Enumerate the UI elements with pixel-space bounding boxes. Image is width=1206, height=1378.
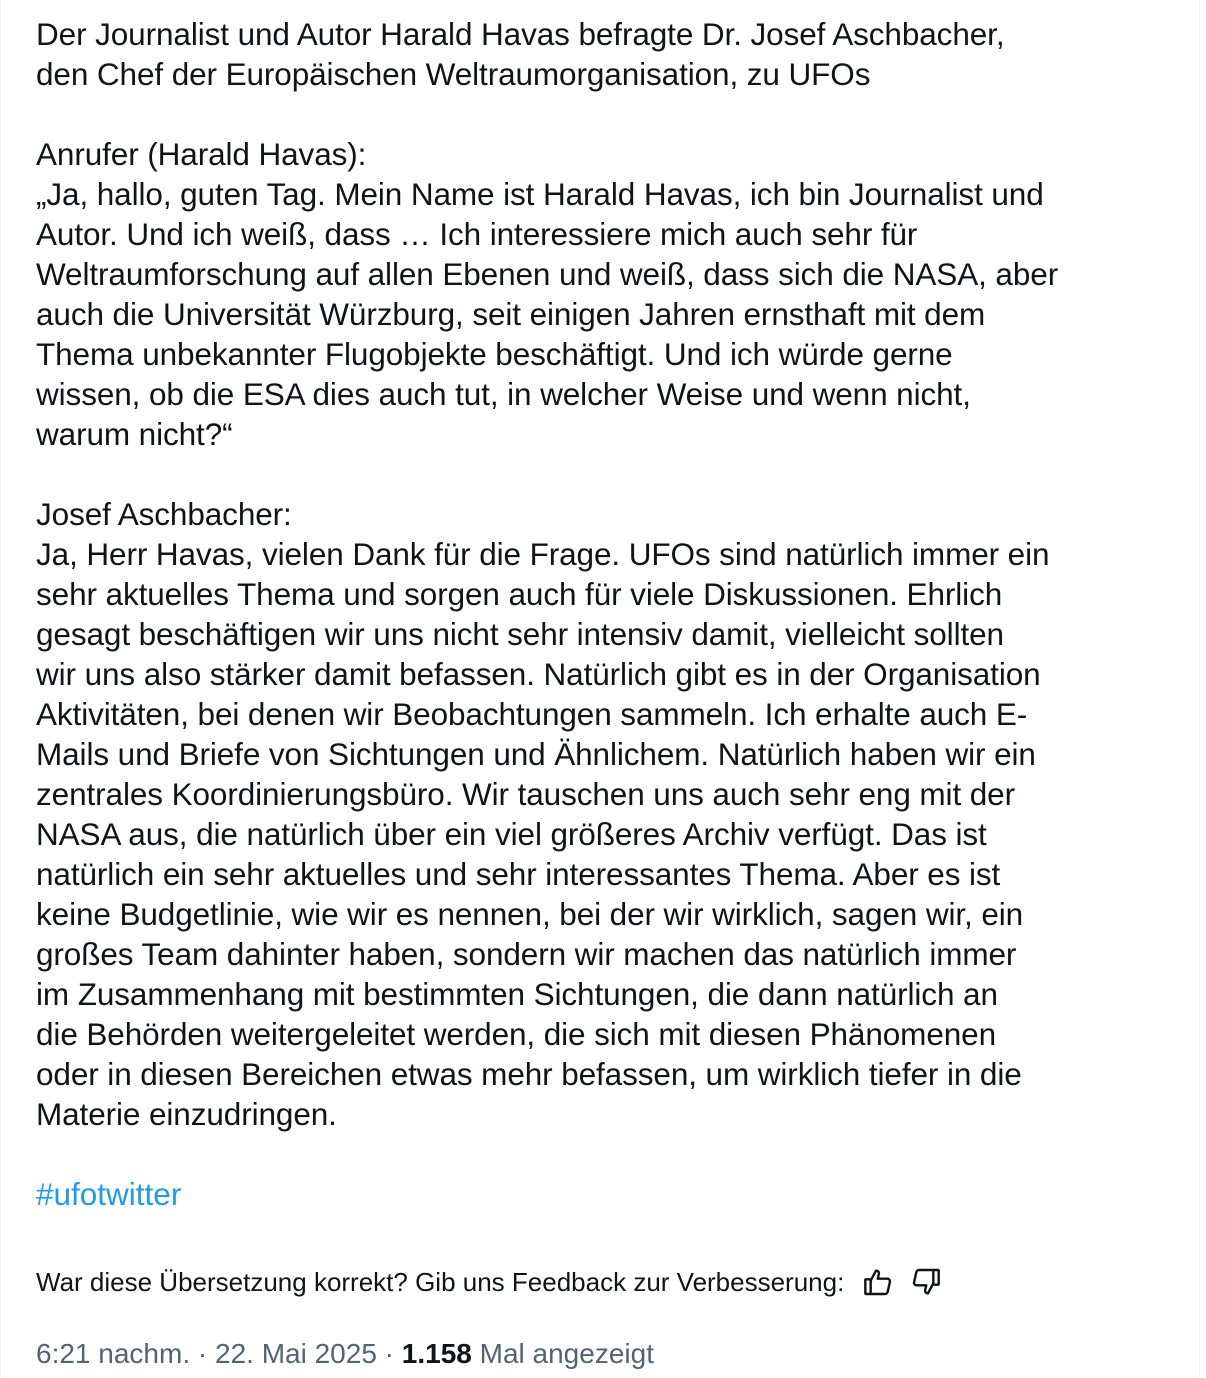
thumbs-down-button[interactable] <box>906 1262 946 1302</box>
thumbs-up-icon <box>862 1266 894 1298</box>
tweet-paragraph-question: Anrufer (Harald Havas): „Ja, hallo, guten Tag. Mein Name ist Harald Havas, ich bin Journalist und Autor. Und ich weiß, dass … Ich interessiere mich auch sehr für Weltraumforschung auf allen Ebenen und weiß, dass sich die NASA, aber auch die Universität Würzburg, seit einigen Jahren ernsthaft mit dem Thema unbekannter Flugobjekte beschäftigt. Und ich würde gerne wissen, ob die ESA dies auch tut, in welcher Weise und wenn nicht, warum nicht?“ <box>36 136 1059 452</box>
tweet-paragraph-answer: Josef Aschbacher: Ja, Herr Havas, vielen Dank für die Frage. UFOs sind natürlich immer ein sehr aktuelles Thema und sorgen auch für viele Diskussionen. Ehrlich gesagt beschäftigen wir uns nicht sehr intensiv damit, vielleicht sollten wir uns also stärker damit befassen. Natürlich gibt es in der Organisation Aktivitäten, bei denen wir Beobachtungen sammeln. Ich erhalte auch E- Mails und Briefe von Sichtungen und Ähnlichem. Natürlich haben wir ein zentrales Koordinierungsbüro. Wir tauschen uns auch sehr eng mit der NASA aus, die natürlich über ein viel größeres Archiv verfügt. Das ist natürlich ein sehr aktuelles und sehr interessantes Thema. Aber es ist keine Budgetlinie, wie wir es nennen, bei der wir wirklich, sagen wir, ein großes Team dahinter haben, sondern wir machen das natürlich immer im Zusammenhang mit bestimmten Sichtungen, die dann natürlich an die Behörden weitergeleitet werden, die sich mit diesen Phänomenen oder in diesen Bereichen etwas mehr befassen, um wirklich tiefer in die Materie einzudringen. <box>36 496 1050 1132</box>
tweet-date[interactable]: 22. Mai 2025 <box>215 1338 377 1369</box>
frame-border-left <box>0 0 1 1378</box>
hashtag-link[interactable]: #ufotwitter <box>36 1176 182 1212</box>
thumbs-down-icon <box>910 1266 942 1298</box>
frame-border-right <box>1199 0 1200 1378</box>
meta-separator: · <box>197 1338 208 1369</box>
tweet-paragraph-intro: Der Journalist und Autor Harald Havas befragte Dr. Josef Aschbacher, den Chef der Europäischen Weltraumorganisation, zu UFOs <box>36 16 1005 92</box>
tweet-time[interactable]: 6:21 nachm. <box>36 1338 191 1369</box>
meta-separator-2: · <box>384 1338 394 1369</box>
thumbs-up-button[interactable] <box>858 1262 898 1302</box>
tweet-body <box>36 14 1176 1214</box>
translation-feedback <box>36 1262 946 1302</box>
views-label: Mal angezeigt <box>479 1338 654 1369</box>
tweet-meta <box>36 1334 654 1374</box>
views-count: 1.158 <box>401 1338 472 1369</box>
feedback-prompt: War diese Übersetzung korrekt? Gib uns Feedback zur Verbesserung: <box>36 1266 845 1297</box>
